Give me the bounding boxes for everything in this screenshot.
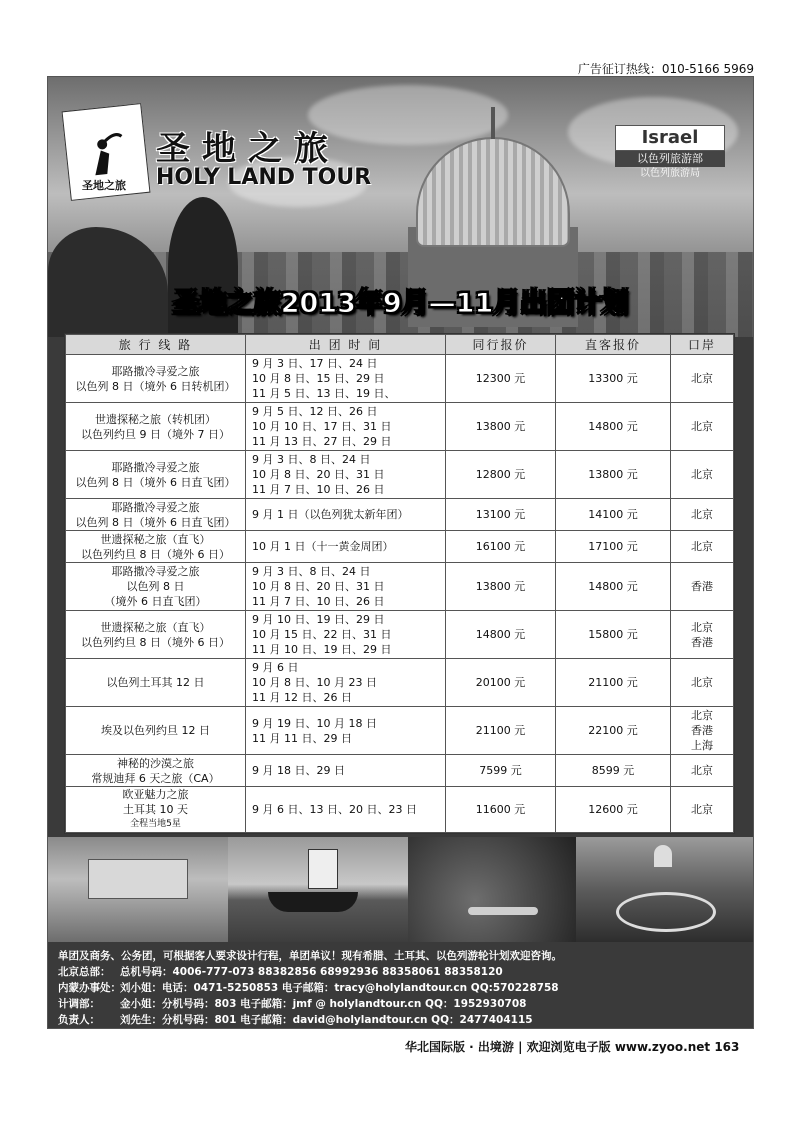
header-retail-price: 直客报价 bbox=[556, 335, 671, 355]
port-cell: 北京 bbox=[671, 499, 734, 531]
dates-cell: 9 月 6 日、13 日、20 日、23 日 bbox=[246, 787, 446, 833]
table-header-row bbox=[66, 335, 734, 355]
dates-cell: 9 月 6 日 10 月 8 日、10 月 23 日 11 月 12 日、26 日 bbox=[246, 659, 446, 707]
table-row bbox=[66, 499, 734, 531]
photo-dead-sea bbox=[408, 837, 576, 942]
dates-cell: 9 月 19 日、10 月 18 日 11 月 11 日、29 日 bbox=[246, 707, 446, 755]
brand-name-cn: 圣地之旅 bbox=[156, 129, 340, 169]
trade-price-cell: 7599 元 bbox=[446, 755, 556, 787]
dates-cell: 9 月 3 日、8 日、24 日 10 月 8 日、20 日、31 日 11 月 7 日、10 日、26 日 bbox=[246, 563, 446, 611]
table-row bbox=[66, 355, 734, 403]
dates-cell: 9 月 3 日、8 日、24 日 10 月 8 日、20 日、31 日 11 月 7 日、10 日、26 日 bbox=[246, 451, 446, 499]
port-cell: 北京 bbox=[671, 787, 734, 833]
port-cell: 北京 bbox=[671, 531, 734, 563]
dates-cell: 9 月 1 日（以色列犹太新年团） bbox=[246, 499, 446, 531]
dates-cell: 9 月 3 日、17 日、24 日 10 月 8 日、15 日、29 日 11 月 5 日、13 日、19 日、 bbox=[246, 355, 446, 403]
route-cell: 埃及以色列约旦 12 日 bbox=[66, 707, 246, 755]
trade-price-cell: 13800 元 bbox=[446, 563, 556, 611]
port-cell: 北京 香港 bbox=[671, 611, 734, 659]
retail-price-cell: 14100 元 bbox=[556, 499, 671, 531]
header-trade-price: 同行报价 bbox=[446, 335, 556, 355]
israel-tourism-logo bbox=[615, 125, 725, 177]
contact-line: 内蒙办事处：刘小姐：电话：0471-5250853 电子邮箱：tracy@holylandtour.cn QQ:570228758 bbox=[58, 982, 559, 994]
header-port: 口岸 bbox=[671, 335, 734, 355]
table-row bbox=[66, 707, 734, 755]
port-cell: 北京 bbox=[671, 403, 734, 451]
retail-price-cell: 13800 元 bbox=[556, 451, 671, 499]
contact-footer bbox=[48, 942, 753, 1028]
advertisement-page bbox=[47, 76, 754, 1029]
route-cell: 耶路撒冷寻爱之旅 以色列 8 日（境外 6 日直飞团） bbox=[66, 499, 246, 531]
advertising-hotline: 广告征订热线：010-5166 5969 bbox=[577, 62, 754, 76]
table-row bbox=[66, 531, 734, 563]
trade-price-cell: 13800 元 bbox=[446, 403, 556, 451]
shofar-figure-icon bbox=[87, 128, 128, 180]
port-cell: 北京 bbox=[671, 355, 734, 403]
page-footer: 华北国际版 · 出境游 | 欢迎浏览电子版 www.zyoo.net 163 bbox=[405, 1040, 740, 1054]
table-row bbox=[66, 755, 734, 787]
retail-price-cell: 22100 元 bbox=[556, 707, 671, 755]
port-cell: 香港 bbox=[671, 563, 734, 611]
dates-cell: 9 月 10 日、19 日、29 日 10 月 15 日、22 日、31 日 11 月 10 日、19 日、29 日 bbox=[246, 611, 446, 659]
route-cell: 神秘的沙漠之旅 常规迪拜 6 天之旅（CA） bbox=[66, 755, 246, 787]
route-cell: 欧亚魅力之旅 土耳其 10 天 全程当地5星 bbox=[66, 787, 246, 833]
trade-price-cell: 21100 元 bbox=[446, 707, 556, 755]
trade-price-cell: 20100 元 bbox=[446, 659, 556, 707]
table-row bbox=[66, 659, 734, 707]
photo-gardens bbox=[576, 837, 753, 942]
trade-price-cell: 11600 元 bbox=[446, 787, 556, 833]
headline: 圣地之旅2013年9月—11月出团计划 bbox=[172, 288, 629, 319]
tour-schedule-table bbox=[64, 333, 735, 834]
retail-price-cell: 8599 元 bbox=[556, 755, 671, 787]
trade-price-cell: 14800 元 bbox=[446, 611, 556, 659]
route-cell: 耶路撒冷寻爱之旅 以色列 8 日（境外 6 日转机团） bbox=[66, 355, 246, 403]
photo-strip bbox=[48, 837, 753, 942]
photo-boat bbox=[228, 837, 408, 942]
footer-intro: 单团及商务、公务团，可根据客人要求设计行程，单团单议！现有希腊、土耳其、以色列游轮计划欢迎咨询。 bbox=[58, 950, 562, 962]
route-cell: 世遗探秘之旅（转机团） 以色列约旦 9 日（境外 7 日） bbox=[66, 403, 246, 451]
port-cell: 北京 香港 上海 bbox=[671, 707, 734, 755]
table-row bbox=[66, 787, 734, 833]
israel-ministry: 以色列旅游部 bbox=[615, 151, 725, 167]
retail-price-cell: 15800 元 bbox=[556, 611, 671, 659]
contact-line: 北京总部： 总机号码：4006-777-073 88382856 68992936 88358061 88358120 bbox=[58, 966, 503, 978]
port-cell: 北京 bbox=[671, 451, 734, 499]
contact-line: 计调部： 金小姐：分机号码：803 电子邮箱：jmf @ holylandtour.cn QQ：1952930708 bbox=[58, 998, 527, 1010]
port-cell: 北京 bbox=[671, 659, 734, 707]
israel-bureau: 以色列旅游局 bbox=[640, 168, 700, 179]
header-dates: 出 团 时 间 bbox=[246, 335, 446, 355]
retail-price-cell: 17100 元 bbox=[556, 531, 671, 563]
route-cell: 以色列土耳其 12 日 bbox=[66, 659, 246, 707]
trade-price-cell: 13100 元 bbox=[446, 499, 556, 531]
trade-price-cell: 12800 元 bbox=[446, 451, 556, 499]
table-row bbox=[66, 403, 734, 451]
dome-of-the-rock bbox=[416, 137, 570, 247]
dates-cell: 10 月 1 日（十一黄金周团） bbox=[246, 531, 446, 563]
retail-price-cell: 21100 元 bbox=[556, 659, 671, 707]
photo-church bbox=[48, 837, 228, 942]
israel-word: Israel bbox=[615, 125, 725, 151]
banner bbox=[48, 77, 753, 337]
dates-cell: 9 月 18 日、29 日 bbox=[246, 755, 446, 787]
route-cell: 世遗探秘之旅（直飞） 以色列约旦 8 日（境外 6 日） bbox=[66, 531, 246, 563]
header-route: 旅 行 线 路 bbox=[66, 335, 246, 355]
brand-name-en: HOLY LAND TOUR bbox=[156, 165, 372, 190]
route-cell: 世遗探秘之旅（直飞） 以色列约旦 8 日（境外 6 日） bbox=[66, 611, 246, 659]
port-cell: 北京 bbox=[671, 755, 734, 787]
retail-price-cell: 12600 元 bbox=[556, 787, 671, 833]
logo-caption: 圣地之旅 bbox=[82, 179, 126, 192]
retail-price-cell: 14800 元 bbox=[556, 563, 671, 611]
retail-price-cell: 14800 元 bbox=[556, 403, 671, 451]
retail-price-cell: 13300 元 bbox=[556, 355, 671, 403]
trade-price-cell: 12300 元 bbox=[446, 355, 556, 403]
dates-cell: 9 月 5 日、12 日、26 日 10 月 10 日、17 日、31 日 11 月 13 日、27 日、29 日 bbox=[246, 403, 446, 451]
route-cell: 耶路撒冷寻爱之旅 以色列 8 日（境外 6 日直飞团） bbox=[66, 451, 246, 499]
table-row bbox=[66, 563, 734, 611]
table-row bbox=[66, 451, 734, 499]
route-cell: 耶路撒冷寻爱之旅 以色列 8 日 （境外 6 日直飞团） bbox=[66, 563, 246, 611]
table-row bbox=[66, 611, 734, 659]
trade-price-cell: 16100 元 bbox=[446, 531, 556, 563]
contact-line: 负责人： 刘先生：分机号码：801 电子邮箱：david@holylandtour.cn QQ：2477404115 bbox=[58, 1014, 533, 1026]
